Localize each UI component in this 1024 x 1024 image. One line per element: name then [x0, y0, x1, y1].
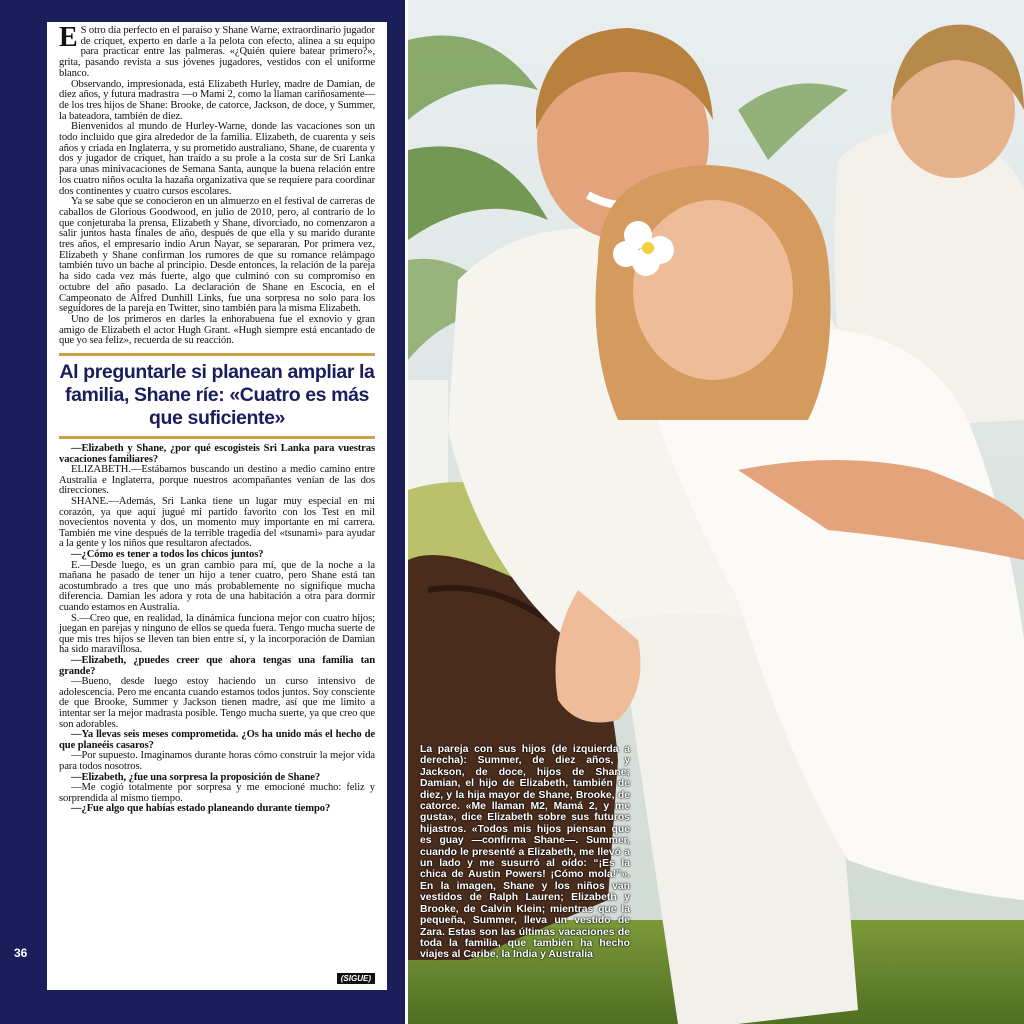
interview-question: —Elizabeth, ¿puedes creer que ahora tengas una familia tan grande? — [59, 654, 375, 677]
interview-question: —¿Cómo es tener a todos los chicos juntos? — [71, 549, 264, 561]
interview-answer: —Por supuesto. Imaginamos durante horas cómo construir la mejor vida para todos nosotros. — [59, 750, 375, 772]
interview-question: —Elizabeth, ¿fue una sorpresa la proposición de Shane? — [71, 771, 321, 783]
article-paragraph: Ya se sabe que se conocieron en un almuerzo en el festival de carreras de caballos de Glorious Goodwood, en julio de 2010, pero, al contrario de lo que conjeturaba la prensa, Elizabeth y Shane, divorciado, no comenzaron a salir juntos hasta finales de año, después de que ella y su marido durante tres años, el empresario indio Arun Nayar, se separaran. Por primera vez, Elizabeth y Shane confirman los rumores de que su romance relámpago también tuvo un bache al principio. Desde entonces, la relación de la pareja ha sido cada vez más fuerte, algo que culminó con su compromiso en octubre del año pasado. La declaración de Shane en Escocia, en el Campeonato de Alfred Dunhill Links, fue una sorpresa no solo para los seguidores de la pareja en Twitter, sino también para la misma Elizabeth. — [59, 196, 375, 315]
divider-bottom — [59, 436, 375, 439]
article-body — [59, 22, 375, 347]
interview-question: —Elizabeth y Shane, ¿por qué escogisteis Sri Lanka para vuestras vacaciones familiares? — [59, 443, 375, 465]
drop-cap: E — [59, 22, 78, 53]
girl-face — [633, 200, 793, 380]
divider-top — [59, 353, 375, 356]
pull-quote-headline: Al preguntarle si planean ampliar la familia, Shane ríe: «Cuatro es más que suficiente» — [59, 361, 375, 430]
interview-answer: E.—Desde luego, es un gran cambio para mí, que de la noche a la mañana he pasado de tener un hijo a tener cuatro, pero Shane está tan acostumbrado a tres que uno más probablemente no signifique mucha diferencia. Damian les adora y rota de una habitación a otra para dormir cuando estamos en Australia. — [59, 559, 375, 613]
page-number: 36 — [14, 946, 28, 960]
railing — [408, 380, 448, 500]
interview-question: —Ya llevas seis meses comprometida. ¿Os ha unido más el hecho de que planeéis casaros? — [59, 729, 375, 751]
continued-badge: (SIGUE) — [337, 973, 375, 984]
article-paragraph: Bienvenidos al mundo de Hurley-Warne, donde las vacaciones son un todo incluido que gira alrededor de la familia. Elizabeth, de cuarenta y seis años y criada en Inglaterra, y su prometido australiano, Shane, de cuarenta y dos y jugador de críquet, han traído a su prole a la costa sur de Sri Lanka para unas minivacaciones de Semana Santa, aunque la buena relación entre los cuatro niños oculta la hazaña organizativa que se requiere para coordinar dos continentes y cuatro cursos escolares. — [59, 121, 375, 197]
interview-body — [59, 444, 375, 815]
photo-caption: La pareja con sus hijos (de izquierda a derecha): Summer, de diez años, y Jackson, de doce, hijos de Shane; Damian, el hijo de Elizabeth, también de diez, y la hija mayor de Shane, Brooke, de catorce. «Me llaman M2, Mamá 2, y me gusta», dice Elizabeth sobre sus futuros hijastros. «Todos mis hijos piensan que es guay —confirma Shane—. Summer, cuando le presenté a Elizabeth, me llevó a un lado y me susurró al oído: “¡Es la chica de Austin Powers! ¡Cómo mola!”». En la imagen, Shane y los niños van vestidos de Ralph Lauren; Elizabeth y Brooke, de Calvin Klein; mientras que la pequeña, Summer, lleva un vestido de Zara. Estas son las últimas vacaciones de toda la familia, que también ha hecho viajes al Caribe, la India y Australia — [420, 744, 630, 961]
interview-answer: S.—Creo que, en realidad, la dinámica funciona mejor con cuatro hijos; juegan en parejas y ninguno de ellos se queda fuera. Tengo mucha suerte de que mis tres hijos se lleven tan bien entre sí, y la incorporación de Damian ha sido maravillosa. — [59, 612, 375, 656]
interview-question: —¿Fue algo que habías estado planeando durante tiempo? — [71, 803, 331, 815]
left-panel — [0, 0, 405, 1024]
article-column — [47, 22, 387, 990]
article-paragraph: Uno de los primeros en darles la enhorabuena fue el exnovio y gran amigo de Elizabeth el actor Hugh Grant. «Hugh siempre está encantado de que yo sea feliz», recuerda de su reacción. — [59, 313, 375, 347]
interview-answer: SHANE.—Además, Sri Lanka tiene un lugar muy especial en mi corazón, ya que aquí jugué mi partido favorito con los Test en mil novecientos noventa y dos, un momento muy importante en mi carrera. También me vine después de la terrible tragedia del «tsunami» para ayudar a la gente y los niños que resultaron afectados. — [59, 496, 375, 550]
interview-answer: —Bueno, desde luego estoy haciendo un curso intensivo de adolescencia. Pero me encanta cuando estamos todos juntos. Soy consciente de que Brooke, Summer y Jackson tienen madre, así que me limito a intentar ser la mejor madrasta posible. Tengo mucha suerte, ya que creo que son adorables. — [59, 676, 375, 730]
interview-answer: ELIZABETH.—Estábamos buscando un destino a medio camino entre Australia e Inglaterra, porque nuestros acompañantes venían de las dos direcciones. — [59, 464, 375, 497]
article-paragraph: Observando, impresionada, está Elizabeth Hurley, madre de Damian, de diez años, y futura madrastra —o Mami 2, como la llaman cariñosamente— de los tres hijos de Shane: Brooke, de catorce, Jackson, de doce, y Summer, la bateadora, también de diez. — [59, 78, 375, 122]
interview-answer: —Me cogió totalmente por sorpresa y me emocioné mucho: feliz y sorprendida al mismo tiempo. — [59, 782, 375, 804]
article-paragraph: E S otro día perfecto en el paraíso y Shane Warne, extraordinario jugador de críquet, experto en darle a la pelota con efecto, alinea a su equipo para practicar entre las palmeras. «¿Quién quiere batear primero?», grita, pasando revista a sus jóvenes jugadores, vestidos con el uniforme blanco. — [59, 22, 375, 79]
